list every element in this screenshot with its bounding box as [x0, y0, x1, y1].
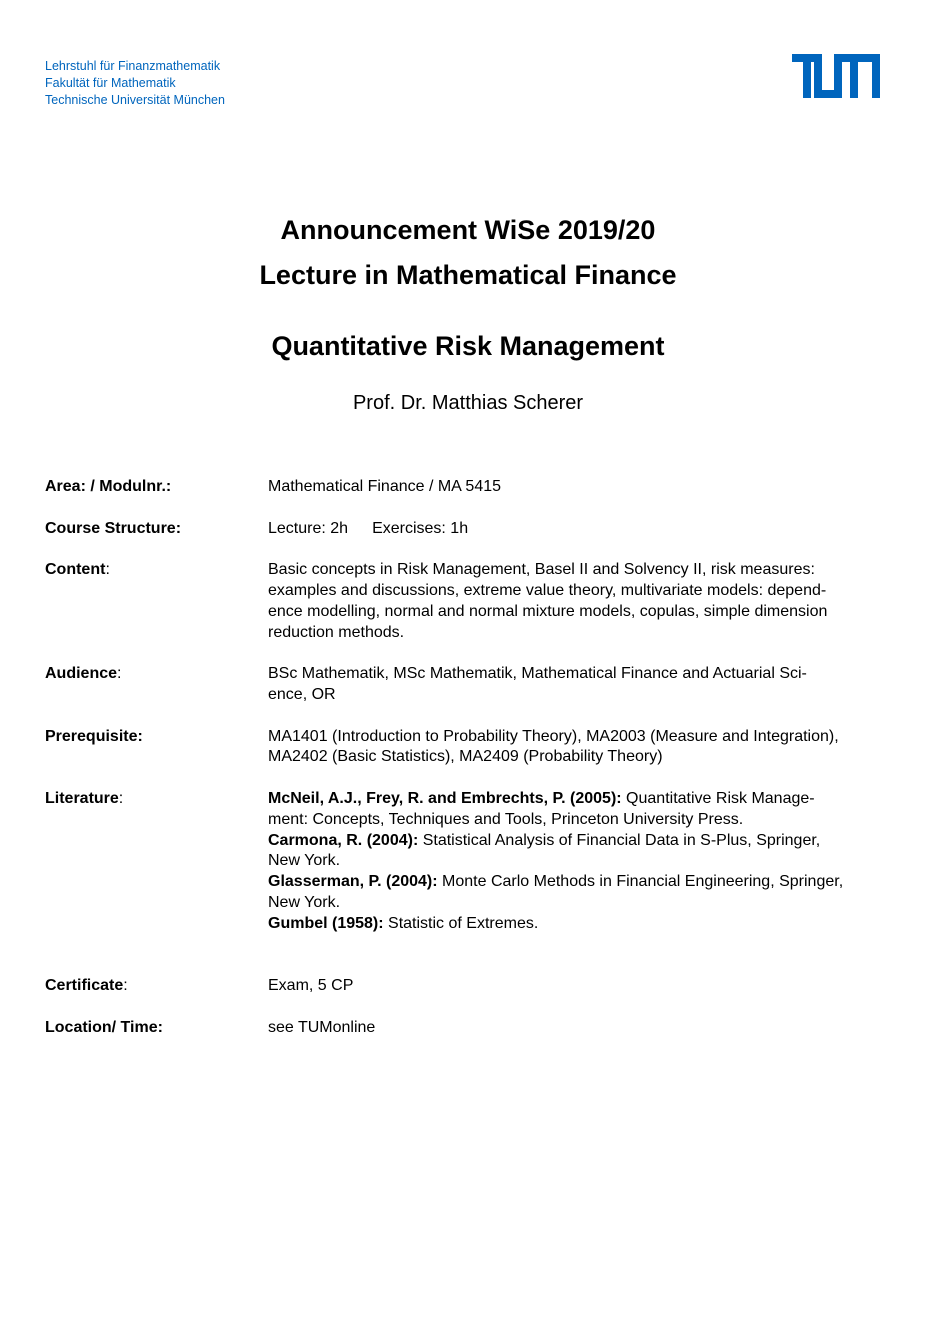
area-label: Area: / Modulnr.: [45, 478, 172, 495]
audience-value [268, 664, 898, 706]
literature-entry-cont: New York. [268, 893, 341, 911]
literature-entry-cont: New York. [268, 852, 341, 870]
certificate-label: Certificate: [45, 977, 128, 995]
literature-value [268, 789, 898, 935]
lecturer-name: Prof. Dr. Matthias Scherer [352, 392, 584, 414]
audience-label: Audience: [45, 665, 122, 683]
structure-exercises: Exercises: 1h [372, 519, 469, 537]
literature-entry: McNeil, A.J., Frey, R. and Embrechts, P. (2005): Quantitative Risk Manage- [268, 789, 815, 807]
literature-entry: Glasserman, P. (2004): Monte Carlo Methods in Financial Engineering, Springer, [268, 873, 844, 891]
row-structure [45, 519, 905, 540]
row-content [45, 560, 905, 643]
course-title: Quantitative Risk Management [271, 331, 665, 361]
structure-label: Course Structure: [45, 519, 182, 537]
certificate-value: Exam, 5 CP [268, 977, 354, 995]
prerequisite-line: MA1401 (Introduction to Probability Theory), MA2003 (Measure and Integration), [268, 727, 839, 745]
area-value: Mathematical Finance / MA 5415 [268, 478, 502, 495]
tum-logo [792, 54, 880, 98]
row-literature [45, 789, 905, 935]
structure-lecture: Lecture: 2h [268, 519, 349, 537]
course-info [45, 477, 905, 1039]
row-prerequisite [45, 727, 905, 769]
row-audience [45, 664, 905, 706]
content-line: examples and discussions, extreme value theory, multivariate models: depend- [268, 581, 827, 599]
prerequisite-line: MA2402 (Basic Statistics), MA2409 (Probability Theory) [268, 748, 663, 766]
content-label: Content: [45, 561, 110, 579]
location-label: Location/ Time: [45, 1018, 163, 1036]
audience-line: BSc Mathematik, MSc Mathematik, Mathematical Finance and Actuarial Sci- [268, 665, 807, 683]
literature-entry: Gumbel (1958): Statistic of Extremes. [268, 914, 539, 932]
row-location [45, 1018, 905, 1039]
announcement-title: Announcement WiSe 2019/20 [280, 215, 656, 245]
audience-line: ence, OR [268, 685, 336, 703]
university-name: Technische Universität München [45, 93, 225, 107]
lecture-title: Lecture in Mathematical Finance [259, 260, 677, 290]
chair-name: Lehrstuhl für Finanzmathematik [45, 59, 221, 73]
literature-entry: Carmona, R. (2004): Statistical Analysis of Financial Data in S-Plus, Springer, [268, 831, 821, 849]
content-line: reduction methods. [268, 623, 405, 641]
row-certificate [45, 976, 905, 997]
literature-entry-cont: ment: Concepts, Techniques and Tools, Princeton University Press. [268, 810, 744, 828]
content-line: Basic concepts in Risk Management, Basel II and Solvency II, risk measures: [268, 561, 815, 579]
content-value [268, 560, 898, 643]
institution-block [45, 58, 225, 109]
prerequisite-value [268, 727, 898, 769]
location-value: see TUMonline [268, 1018, 376, 1036]
faculty-name: Fakultät für Mathematik [45, 76, 176, 90]
literature-label: Literature: [45, 789, 124, 807]
prerequisite-label: Prerequisite: [45, 727, 143, 745]
structure-value [268, 519, 898, 540]
content-line: ence modelling, normal and normal mixture models, copulas, simple dimension [268, 602, 828, 620]
row-area [45, 477, 905, 498]
